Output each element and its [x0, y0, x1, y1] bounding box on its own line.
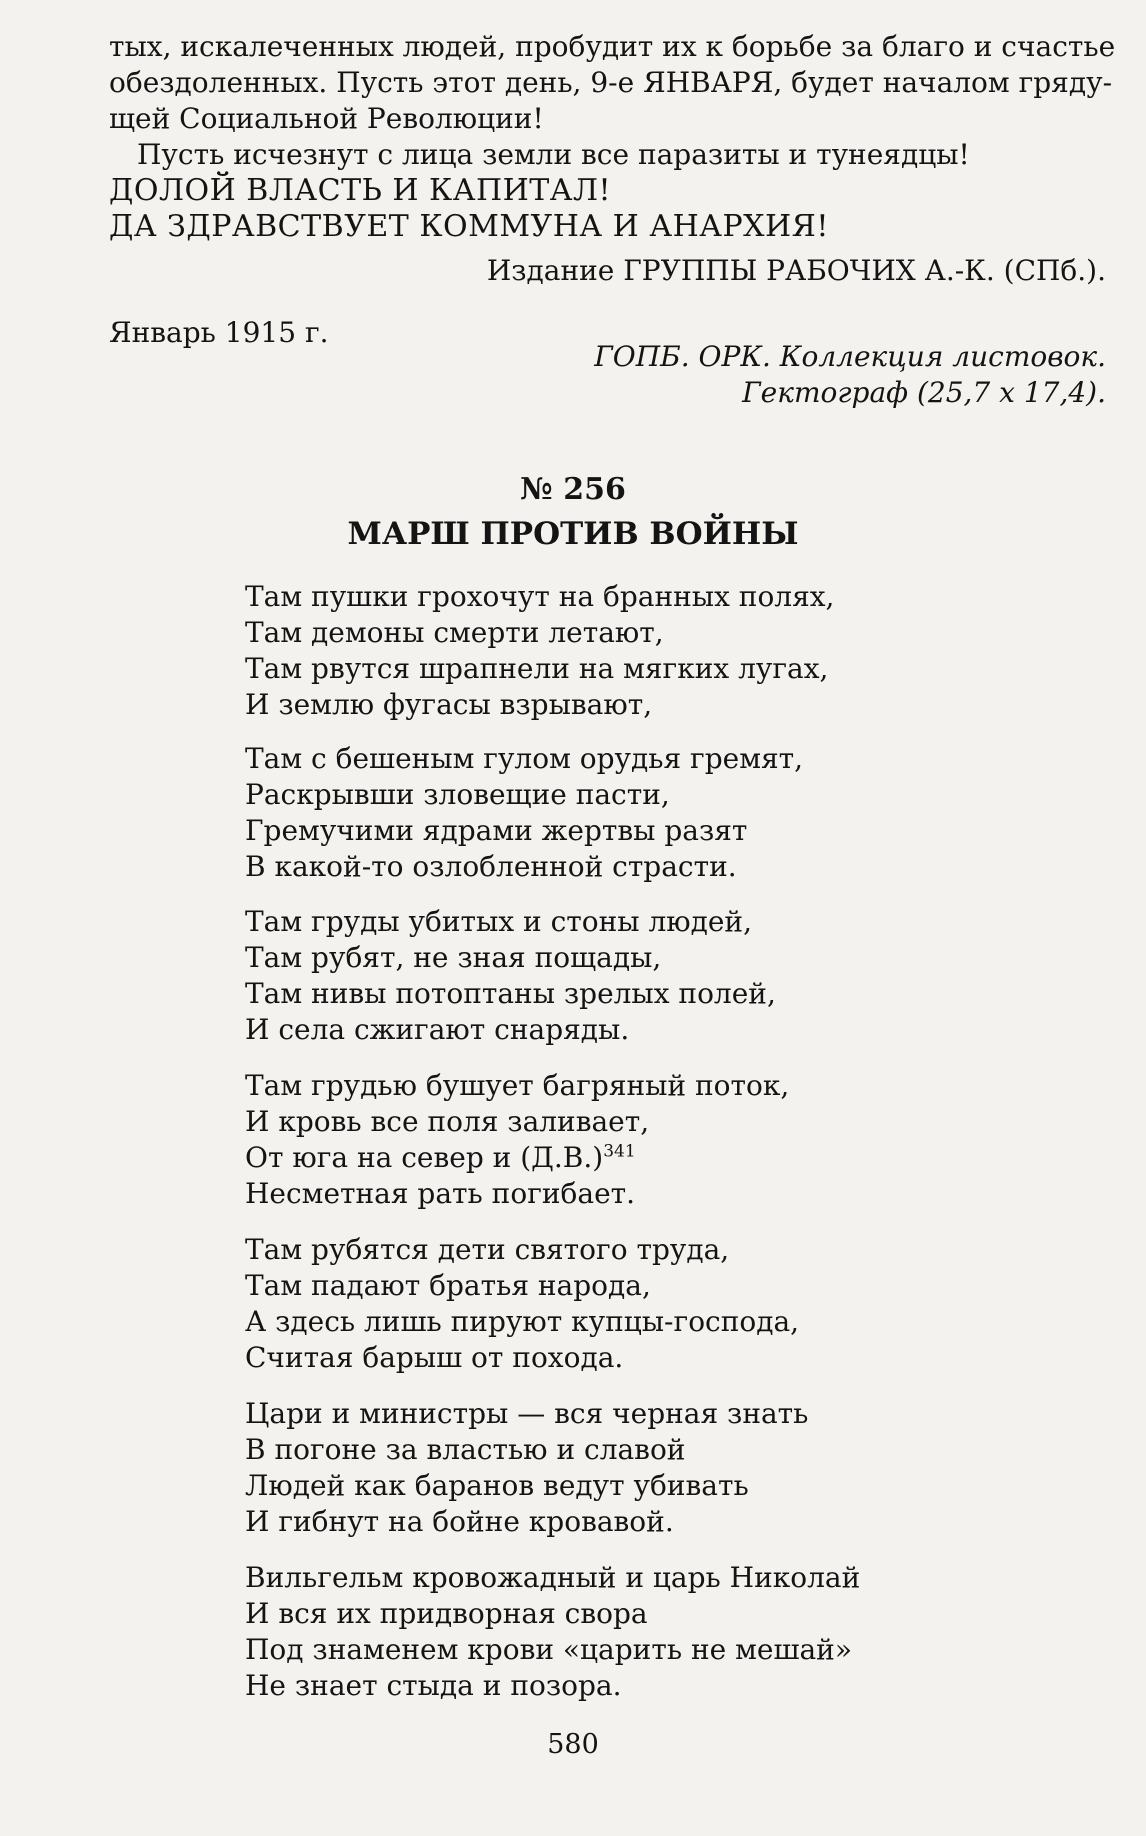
- poem-line: Там рвутся шрапнели на мягких лугах,: [245, 652, 829, 685]
- poem-line: И землю фугасы взрывают,: [245, 688, 653, 721]
- poem-line-text: От юга на север и (Д.В.): [245, 1141, 604, 1174]
- document-title: МАРШ ПРОТИВ ВОЙНЫ: [347, 516, 799, 552]
- poem-line: Несметная рать погибает.: [245, 1177, 636, 1210]
- poem-line: Цари и министры — вся черная знать: [245, 1397, 809, 1430]
- poem-line: Там рубятся дети святого труда,: [245, 1233, 730, 1266]
- poem-line-with-footnote: [245, 1141, 636, 1175]
- exhortation-line: Пусть исчезнут с лица земли все паразиты и тунеядцы!: [137, 138, 970, 171]
- source-line: ГОПБ. ОРК. Коллекция листовок.: [594, 340, 1106, 373]
- poem-line: Там рубят, не зная пощады,: [245, 941, 662, 974]
- poem-line: Там с бешеным гулом орудья гремят,: [245, 742, 804, 775]
- poem-line: Вильгельм кровожадный и царь Николай: [245, 1561, 861, 1594]
- prose-line: обездоленных. Пусть этот день, 9-е ЯНВАРЯ, будет началом гряду-: [109, 66, 1113, 99]
- poem-line: В какой-то озлобленной страсти.: [245, 850, 737, 883]
- poem-line: И кровь все поля заливает,: [245, 1105, 650, 1138]
- poem-line: Раскрывши зловещие пасти,: [245, 778, 670, 811]
- poem-line: Людей как баранов ведут убивать: [245, 1469, 749, 1502]
- poem-line: Там демоны смерти летают,: [245, 616, 664, 649]
- footnote-reference: 341: [603, 1141, 636, 1162]
- poem-line: Там падают братья народа,: [245, 1269, 651, 1302]
- poem-line: Там груды убитых и стоны людей,: [245, 905, 752, 938]
- poem-line: А здесь лишь пируют купцы-господа,: [245, 1305, 800, 1338]
- slogan-line: ДА ЗДРАВСТВУЕТ КОММУНА И АНАРХИЯ!: [109, 209, 829, 244]
- page-number: 580: [547, 1729, 599, 1760]
- prose-line: щей Социальной Революции!: [109, 102, 544, 135]
- date-line: Январь 1915 г.: [109, 316, 329, 349]
- poem-line: Под знаменем крови «царить не мешай»: [245, 1633, 852, 1666]
- document-number: № 256: [520, 472, 626, 507]
- publisher-line: Издание ГРУППЫ РАБОЧИХ А.-К. (СПб.).: [486, 254, 1106, 287]
- poem-line: Не знает стыда и позора.: [245, 1669, 622, 1702]
- poem-line: Там нивы потоптаны зрелых полей,: [245, 977, 776, 1010]
- poem-line: Там грудью бушует багряный поток,: [245, 1069, 790, 1102]
- poem-line: Считая барыш от похода.: [245, 1341, 624, 1374]
- poem-line: Там пушки грохочут на бранных полях,: [245, 580, 835, 613]
- poem-line: И села сжигают снаряды.: [245, 1013, 630, 1046]
- poem-line: И вся их придворная свора: [245, 1597, 648, 1630]
- poem-line: Гремучими ядрами жертвы разят: [245, 814, 748, 847]
- slogan-line: ДОЛОЙ ВЛАСТЬ И КАПИТАЛ!: [109, 173, 612, 208]
- prose-line: тых, искалеченных людей, пробудит их к борьбе за благо и счастье: [109, 30, 1116, 63]
- poem-line: И гибнут на бойне кровавой.: [245, 1505, 674, 1538]
- source-line: Гектограф (25,7 х 17,4).: [742, 376, 1106, 409]
- poem-line: В погоне за властью и славой: [245, 1433, 686, 1466]
